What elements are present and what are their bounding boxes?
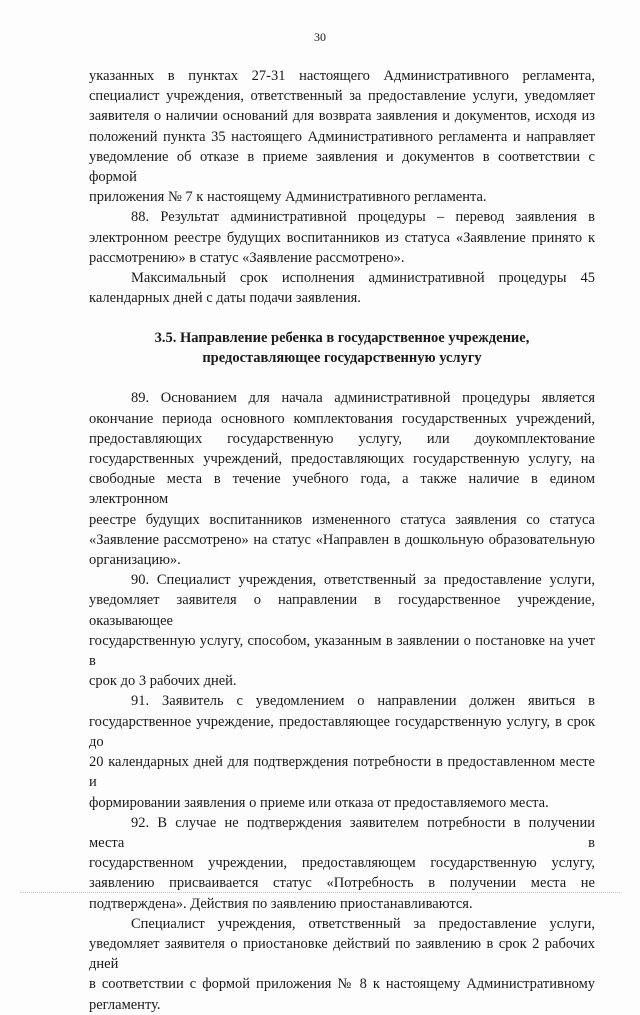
text-line: уведомляет заявителя о направлении в государственное учреждение, оказывающее <box>89 592 595 629</box>
scan-artifact-line <box>20 891 620 893</box>
page-number: 30 <box>314 30 326 44</box>
text-line: 20 календарных дней для подтверждения потребности в предоставленном месте и <box>89 754 595 791</box>
text-line: положений пункта 35 настоящего Административного регламента и направляет <box>89 128 595 145</box>
document-body <box>89 66 595 1015</box>
text-line: свободные места в течение учебного года, а также наличие в едином электронном <box>89 471 595 508</box>
paragraph-continuation <box>89 66 595 207</box>
text-line: Специалист учреждения, ответственный за предоставление услуги, <box>131 915 595 932</box>
text-line: указанных в пунктах 27-31 настоящего Административного регламента, <box>89 68 595 84</box>
text-line: «Заявление рассмотрено» на статус «Направлен в дошкольную образовательную <box>89 531 595 548</box>
text-line: 90. Специалист учреждения, ответственный за предоставление услуги, <box>131 572 595 589</box>
text-line: уведомляет заявителя о приостановке действий по заявлению в срок 2 рабочих дней <box>89 935 595 973</box>
paragraph-91 <box>89 691 595 812</box>
text-line: реестре будущих воспитанников измененного статуса заявления со статуса <box>89 511 595 528</box>
text-line: государственном учреждении, предоставляющем государственную услугу, <box>89 855 595 872</box>
text-line: приложения № 7 к настоящему Административного регламента. <box>89 189 487 206</box>
text-line: окончание периода основного комплектования государственных учреждений, <box>89 410 595 427</box>
text-line: организацию». <box>89 552 181 569</box>
text-line: срок до 3 рабочих дней. <box>89 673 237 690</box>
text-line: уведомление об отказе в приеме заявления и документов в соответствии с формой <box>89 148 595 186</box>
text-line: 89. Основанием для начала административной процедуры является <box>131 390 595 407</box>
paragraph-max-duration <box>89 268 595 308</box>
text-line: регламенту. <box>89 996 161 1013</box>
text-line: подтверждена». Действия по заявлению приостанавливаются. <box>89 895 473 912</box>
paragraph-88 <box>89 207 595 268</box>
text-line: государственную услугу, способом, указанным в заявлении о постановке на учет в <box>89 632 595 670</box>
section-heading-line: 3.5. Направление ребенка в государственное учреждение, <box>154 330 530 347</box>
paragraph-92 <box>89 813 595 914</box>
text-line: 88. Результат административной процедуры – перевод заявления в <box>131 209 595 226</box>
text-line: предоставляющих государственную услугу, или доукомплектование <box>89 430 595 447</box>
text-line: календарных дней с даты подачи заявления. <box>89 290 361 307</box>
text-line: электронном реестре будущих воспитанников из статуса «Заявление принято к <box>89 229 595 246</box>
section-heading <box>89 328 595 368</box>
section-heading-line: предоставляющее государственную услугу <box>202 350 482 367</box>
text-line: государственное учреждение, предоставляющее государственную услугу, в срок до <box>89 713 595 750</box>
text-line: 92. В случае не подтверждения заявителем потребности в получении места в <box>89 814 595 851</box>
text-line: в соответствии с формой приложения № 8 к настоящему Административному <box>89 976 595 993</box>
text-line: заявителя о наличии оснований для возврата заявления и документов, исходя из <box>89 108 595 125</box>
text-line: специалист учреждения, ответственный за предоставление услуги, уведомляет <box>89 88 595 105</box>
text-line: формировании заявления о приеме или отказа от предоставляемого места. <box>89 794 549 811</box>
paragraph-notification <box>89 914 595 1015</box>
paragraph-89 <box>89 388 595 570</box>
text-line: 91. Заявитель с уведомлением о направлении должен явиться в <box>131 693 595 710</box>
text-line: заявлению присваивается статус «Потребность в получении места не <box>89 875 595 892</box>
text-line: Максимальный срок исполнения административной процедуры 45 <box>131 270 595 287</box>
text-line: рассмотрению» в статус «Заявление рассмотрено». <box>89 249 405 266</box>
text-line: государственных учреждений, предоставляющих государственную услугу, на <box>89 451 595 468</box>
paragraph-90 <box>89 570 595 691</box>
